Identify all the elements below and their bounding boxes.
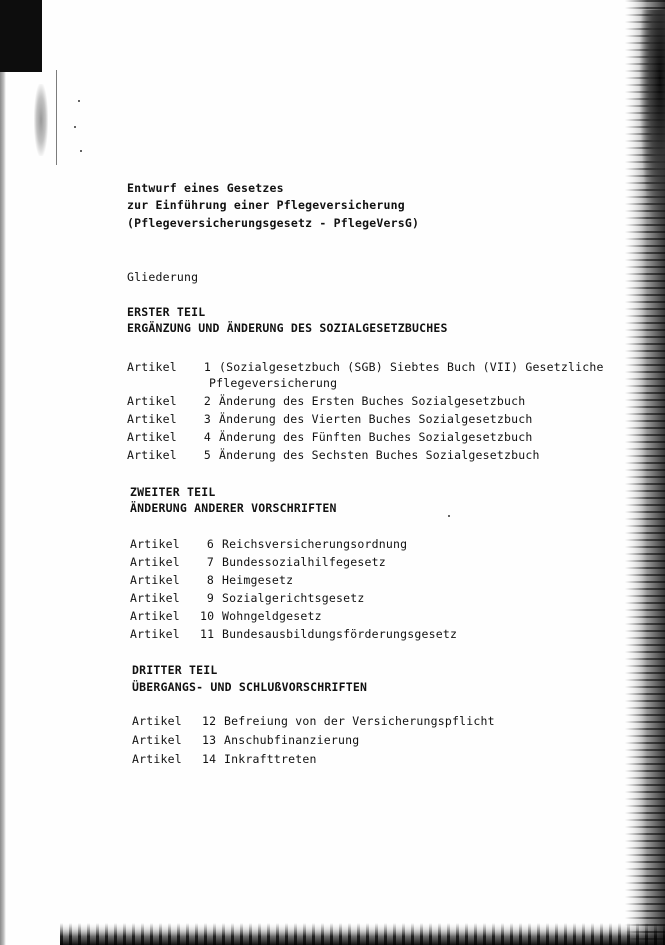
article-number: 7 [206, 555, 214, 569]
article-number: 11 [200, 627, 215, 641]
article-row [127, 394, 525, 408]
article-label: Artikel [130, 627, 180, 641]
scan-dark-corner [0, 0, 42, 72]
scan-speck [80, 150, 82, 152]
part-2-heading: ZWEITER TEIL [130, 485, 216, 499]
article-label: Artikel [130, 555, 180, 569]
scan-speck [448, 515, 450, 517]
part-2-subheading: ÄNDERUNG ANDERER VORSCHRIFTEN [130, 501, 337, 515]
article-title: Inkrafttreten [224, 752, 317, 766]
article-label: Artikel [132, 714, 182, 728]
scan-smudge [34, 84, 48, 156]
scan-margin-line [56, 70, 57, 165]
article-title: (Sozialgesetzbuch (SGB) Siebtes Buch (VII) Gesetzliche [219, 360, 604, 374]
article-label: Artikel [130, 609, 180, 623]
article-row [130, 627, 457, 641]
article-number: 14 [202, 752, 217, 766]
article-title: Änderung des Vierten Buches Sozialgesetzbuch [219, 412, 533, 426]
title-line-1: Entwurf eines Gesetzes [127, 181, 284, 195]
article-number: 8 [206, 573, 214, 587]
article-number: 6 [206, 537, 214, 551]
article-number: 9 [206, 591, 214, 605]
article-row [130, 591, 364, 605]
part-1-subheading: ERGÄNZUNG UND ÄNDERUNG DES SOZIALGESETZBUCHES [127, 321, 448, 335]
article-number: 1 [203, 360, 211, 374]
article-row [130, 609, 322, 623]
article-number: 2 [203, 394, 211, 408]
scan-speck [74, 126, 76, 128]
article-label: Artikel [130, 573, 180, 587]
article-number: 3 [203, 412, 211, 426]
article-label: Artikel [127, 430, 177, 444]
article-title: Reichsversicherungsordnung [222, 537, 408, 551]
scan-bottom-edge [60, 923, 665, 945]
article-title: Anschubfinanzierung [224, 733, 360, 747]
article-title: Heimgesetz [222, 573, 294, 587]
part-1-heading: ERSTER TEIL [127, 305, 206, 319]
article-title: Wohngeldgesetz [222, 609, 322, 623]
article-number: 4 [203, 430, 211, 444]
title-line-3: (Pflegeversicherungsgesetz - PflegeVersG) [127, 216, 420, 230]
title-line-2: zur Einführung einer Pflegeversicherung [127, 198, 405, 212]
article-number: 12 [202, 714, 217, 728]
article-row [132, 752, 317, 766]
article-number: 10 [200, 609, 215, 623]
article-title: Änderung des Fünften Buches Sozialgesetzbuch [219, 430, 533, 444]
article-row [127, 412, 532, 426]
article-row [127, 360, 604, 374]
article-label: Artikel [127, 412, 177, 426]
article-title: Sozialgerichtsgesetz [222, 591, 365, 605]
article-title: Bundesausbildungsförderungsgesetz [222, 627, 458, 641]
article-row [132, 714, 495, 728]
part-3-subheading: ÜBERGANGS- UND SCHLUßVORSCHRIFTEN [132, 680, 368, 694]
article-label: Artikel [127, 360, 177, 374]
article-row [130, 555, 386, 569]
article-title: Änderung des Sechsten Buches Sozialgesetzbuch [219, 448, 540, 462]
article-title: Änderung des Ersten Buches Sozialgesetzbuch [219, 394, 526, 408]
article-row [130, 573, 293, 587]
article-title: Befreiung von der Versicherungspflicht [224, 714, 495, 728]
article-row [127, 430, 532, 444]
article-label: Artikel [130, 537, 180, 551]
article-number: 13 [202, 733, 217, 747]
article-title: Bundessozialhilfegesetz [222, 555, 386, 569]
article-row [127, 448, 540, 462]
article-label: Artikel [132, 752, 182, 766]
article-title-continuation: Pflegeversicherung [209, 376, 338, 390]
article-label: Artikel [127, 394, 177, 408]
scan-left-edge [0, 72, 6, 945]
part-3-heading: DRITTER TEIL [132, 663, 218, 677]
article-row [130, 537, 407, 551]
scan-speck [78, 100, 80, 102]
article-label: Artikel [130, 591, 180, 605]
article-label: Artikel [127, 448, 177, 462]
article-row [132, 733, 359, 747]
gliederung-heading: Gliederung [127, 270, 199, 284]
article-label: Artikel [132, 733, 182, 747]
article-number: 5 [203, 448, 211, 462]
scan-right-blot [639, 10, 665, 240]
